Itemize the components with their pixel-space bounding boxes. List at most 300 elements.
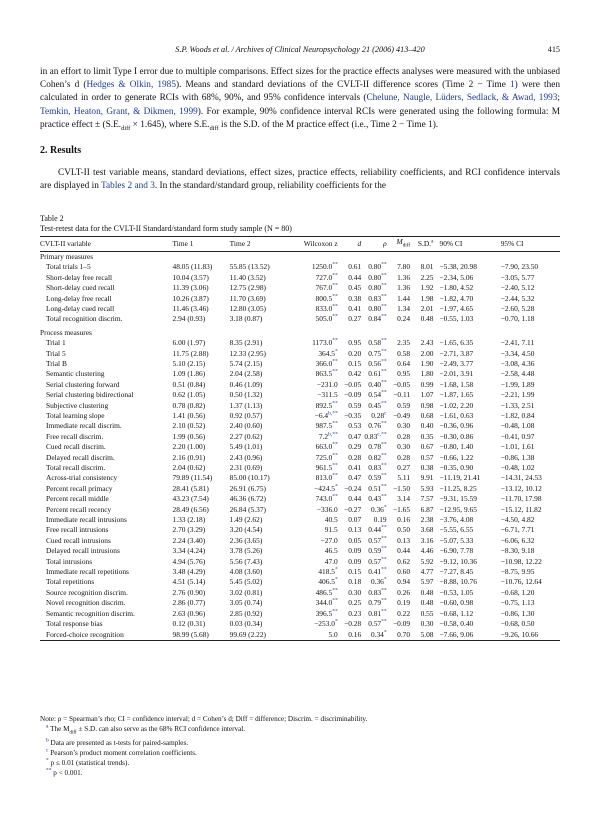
cell-value: 1.80 — [420, 369, 434, 379]
cell-ci95 — [497, 359, 560, 369]
cell-value: −424.5 — [314, 483, 335, 493]
cell-time2 — [230, 380, 287, 390]
cell-ci90 — [434, 577, 497, 587]
cell-time1 — [173, 359, 230, 369]
cell-rho — [361, 401, 386, 411]
table-row — [40, 349, 560, 359]
cell-wilcoxon — [287, 536, 338, 546]
cell-value: 0.22 — [397, 608, 411, 618]
cell-value: 0.41 — [348, 463, 362, 472]
cell-value: Semantic recognition discrim. — [46, 608, 135, 618]
cell-mdiff — [387, 349, 410, 359]
cell-ci90 — [434, 390, 497, 400]
cell-value: 48.05 (11.83) — [172, 262, 213, 272]
cell-variable — [40, 473, 173, 483]
cell-time2 — [230, 283, 287, 293]
cell-ci95 — [497, 546, 560, 556]
cell-value: 5.74 (2.15) — [229, 358, 263, 368]
cell-d — [338, 369, 361, 379]
cell-time2 — [230, 432, 287, 442]
significance-mark: ** — [332, 313, 338, 320]
cell-value: 0.80 — [368, 262, 382, 272]
cell-value: Percent recall recency — [46, 504, 112, 514]
cell-wilcoxon — [287, 338, 338, 348]
cell-time1 — [173, 630, 230, 641]
cell-value: Cued recall intrusions — [46, 535, 111, 545]
cell-ci95 — [497, 273, 560, 283]
citation-link[interactable]: 1 — [509, 80, 515, 91]
cell-ci95 — [497, 411, 560, 421]
cell-value: 1.98 — [420, 293, 434, 303]
cell-wilcoxon — [287, 484, 338, 494]
significance-mark: ** — [332, 272, 338, 279]
cell-value: 3.05 (0.74) — [229, 598, 263, 608]
cell-variable — [40, 359, 173, 369]
cell-sd — [410, 453, 433, 463]
cell-value: 5.92 — [420, 556, 434, 566]
cell-sd — [410, 401, 433, 411]
table-row — [40, 619, 560, 629]
cell-value: −12.95, 9.65 — [439, 504, 477, 514]
page-number: 415 — [547, 45, 560, 54]
cell-ci95 — [497, 619, 560, 629]
cell-value: −0.68, 0.50 — [500, 619, 535, 629]
cell-ci95 — [497, 463, 560, 473]
table-row — [40, 598, 560, 608]
cell-ci90 — [434, 567, 497, 577]
cell-value: 725.0 — [315, 452, 333, 462]
cell-ci95 — [497, 314, 560, 324]
cell-value: 0.53 — [348, 421, 362, 431]
cell-value: 0.57 — [368, 619, 382, 629]
cell-ci95 — [497, 505, 560, 515]
cell-mdiff — [387, 273, 410, 283]
cell-value: 7.80 — [397, 262, 411, 272]
note-b — [40, 738, 560, 748]
cell-value: 0.23 — [348, 608, 362, 618]
cell-time1 — [173, 463, 230, 473]
cell-sd — [410, 619, 433, 629]
cell-rho — [361, 609, 386, 619]
cell-wilcoxon — [287, 349, 338, 359]
cell-rho — [361, 349, 386, 359]
cell-rho — [361, 525, 386, 535]
cell-time2 — [230, 598, 287, 608]
cell-value: 46.5 — [324, 546, 338, 556]
significance-mark: ** — [381, 483, 387, 490]
table-row — [40, 283, 560, 293]
cell-value: 12.80 (3.05) — [229, 303, 266, 313]
significance-mark: ** — [381, 303, 387, 310]
cell-value: 5.11 — [397, 473, 411, 483]
cell-value: −3.05, 5.77 — [500, 272, 535, 282]
text-run: is the S.D. of the M practice effect (i.e., Time 2 − Time 1). — [218, 119, 439, 130]
cell-value: 6.87 — [420, 504, 434, 514]
cell-value: 4.08 (3.60) — [229, 567, 263, 577]
cell-value: 10.04 (3.57) — [172, 272, 209, 282]
cell-wilcoxon — [287, 619, 338, 629]
cell-value: 0.55 — [420, 608, 434, 618]
cell-wilcoxon — [287, 494, 338, 504]
cell-value: 1.90 — [420, 358, 434, 368]
cell-rho — [361, 421, 386, 431]
cell-variable — [40, 525, 173, 535]
cell-ci95 — [497, 421, 560, 431]
cell-value: Short-delay free recall — [46, 272, 113, 282]
cell-value: −0.53, 1.05 — [439, 587, 474, 597]
significance-mark: ** — [381, 272, 387, 279]
cell-value: 0.58 — [368, 338, 382, 348]
cell-mdiff — [387, 390, 410, 400]
cell-value: −0.36, 0.96 — [439, 421, 474, 431]
cell-ci95 — [497, 442, 560, 452]
cell-value: −2.58, 4.48 — [500, 369, 535, 379]
header-time2: Time 2 — [229, 238, 251, 248]
cell-sd — [410, 390, 433, 400]
significance-mark: * — [334, 348, 338, 355]
cell-wilcoxon — [287, 380, 338, 390]
cell-value: 1.99 (0.56) — [172, 431, 206, 441]
cell-variable — [40, 262, 173, 272]
cell-value: Trial 1 — [46, 338, 66, 348]
cell-value: −2.49, 3.77 — [439, 358, 474, 368]
cell-time1 — [173, 473, 230, 483]
cell-value: 727.0 — [315, 272, 333, 282]
cell-value: 0.59 — [397, 400, 411, 410]
cell-rho — [361, 494, 386, 504]
cell-value: 505.0 — [315, 314, 333, 324]
cell-value: 0.94 — [397, 577, 411, 587]
significance-mark: ** — [332, 452, 338, 459]
cell-value: 0.83 — [368, 587, 382, 597]
cell-value: Serial clustering forward — [46, 379, 120, 389]
cell-value: 0.46 (1.09) — [229, 379, 263, 389]
cell-value: Semantic clustering — [46, 369, 105, 379]
cell-value: −0.41, 0.97 — [500, 431, 535, 441]
cell-rho — [361, 432, 386, 442]
cell-value: 0.95 — [397, 369, 411, 379]
cell-value: 364.5 — [318, 348, 335, 358]
cell-value: 0.45 — [368, 400, 382, 410]
cell-d — [338, 453, 361, 463]
cell-value: Novel recognition discrim. — [46, 598, 126, 608]
cell-rho — [361, 453, 386, 463]
cell-variable — [40, 588, 173, 598]
cell-ci95 — [497, 380, 560, 390]
cell-value: 0.59 — [348, 400, 362, 410]
cell-value: 0.48 — [420, 587, 434, 597]
cell-variable — [40, 536, 173, 546]
cell-value: Trial B — [46, 358, 67, 368]
cell-d — [338, 588, 361, 598]
cell-mdiff — [387, 463, 410, 473]
cell-d — [338, 262, 361, 272]
cell-d — [338, 557, 361, 567]
cell-variable — [40, 630, 173, 641]
cell-value: 961.5 — [315, 463, 333, 472]
cell-ci90 — [434, 484, 497, 494]
cell-time1 — [173, 546, 230, 556]
significance-mark: * — [334, 566, 338, 573]
significance-mark: * — [383, 629, 387, 636]
cell-value: 0.58 — [397, 348, 411, 358]
cell-value: −0.05 — [344, 379, 362, 389]
significance-mark: ** — [332, 293, 338, 300]
header-time1: Time 1 — [172, 238, 194, 248]
cell-ci95 — [497, 262, 560, 272]
citation-link[interactable]: Chelune, Naugle, Lüders, Sedlack, & Awad, 1993 — [366, 93, 558, 104]
cell-value: 1.37 (1.13) — [229, 400, 263, 410]
cell-time2 — [230, 494, 287, 504]
cell-time1 — [173, 411, 230, 421]
cell-rho — [361, 557, 386, 567]
cell-sd — [410, 273, 433, 283]
cell-mdiff — [387, 525, 410, 535]
cell-sd — [410, 442, 433, 452]
cell-mdiff — [387, 505, 410, 515]
cell-d — [338, 390, 361, 400]
cell-value: 47.0 — [324, 556, 338, 566]
cell-time1 — [173, 380, 230, 390]
cell-variable — [40, 401, 173, 411]
cell-value: 0.27 — [348, 314, 362, 324]
cell-mdiff — [387, 546, 410, 556]
cell-sd — [410, 380, 433, 390]
table-row — [40, 505, 560, 515]
cell-mdiff — [387, 262, 410, 272]
cell-value: 0.59 — [368, 546, 382, 556]
citation-link[interactable]: Temkin, Heaton, Grant, & Dikmen, 1999 — [40, 106, 198, 117]
cell-value: Percent recall primacy — [46, 483, 113, 493]
cell-value: 4.77 — [420, 567, 434, 577]
cell-variable — [40, 567, 173, 577]
header-mdiff-m: M — [396, 237, 403, 246]
table-row — [40, 494, 560, 504]
cell-ci95 — [497, 567, 560, 577]
cell-value: 0.25 — [348, 598, 362, 608]
cell-value: 0.81 — [368, 608, 382, 618]
cell-value: −6.4 — [314, 410, 329, 420]
cell-time1 — [173, 338, 230, 348]
cell-value: Free recall discrim. — [46, 431, 104, 441]
cell-ci90 — [434, 411, 497, 421]
cell-wilcoxon — [287, 598, 338, 608]
cell-value: 1.44 — [397, 293, 411, 303]
table-link[interactable]: Tables 2 and 3 — [101, 181, 155, 192]
significance-mark: b,** — [328, 431, 338, 438]
table-row — [40, 442, 560, 452]
cell-rho — [361, 577, 386, 587]
cell-value: 0.30 — [397, 421, 411, 431]
cell-time1 — [173, 273, 230, 283]
cell-value: 1.92 — [420, 283, 434, 293]
cell-value: 0.38 — [420, 463, 434, 472]
cell-d — [338, 505, 361, 515]
cell-value: −1.82, 4.70 — [439, 293, 474, 303]
cell-value: −11.70, 17.98 — [500, 494, 542, 504]
cell-value: 0.28 — [397, 431, 411, 441]
text-run: . In the standard/standard group, reliability coefficients for the — [154, 181, 386, 192]
cell-value: −6.71, 7.71 — [500, 525, 535, 535]
table-row — [40, 515, 560, 525]
cell-ci95 — [497, 494, 560, 504]
cell-d — [338, 421, 361, 431]
cell-time1 — [173, 314, 230, 324]
cell-rho — [361, 273, 386, 283]
cell-ci90 — [434, 588, 497, 598]
cell-time1 — [173, 432, 230, 442]
cell-value: Delayed recall discrim. — [46, 452, 115, 462]
table-row — [40, 411, 560, 421]
cell-time2 — [230, 609, 287, 619]
significance-mark: ** — [332, 261, 338, 268]
cell-time2 — [230, 401, 287, 411]
cell-value: 0.50 (1.32) — [229, 390, 263, 400]
cell-value: 5.56 (7.43) — [229, 556, 263, 566]
cell-value: 0.44 — [348, 494, 362, 504]
cell-ci95 — [497, 453, 560, 463]
cell-value: 0.84 — [368, 314, 382, 324]
note-star2 — [40, 768, 560, 778]
cell-value: 3.02 (0.81) — [229, 587, 263, 597]
cell-rho — [361, 630, 386, 641]
cell-variable — [40, 619, 173, 629]
cell-sd — [410, 567, 433, 577]
cell-variable — [40, 273, 173, 283]
cell-value: 0.57 — [368, 556, 382, 566]
cell-value: 0.47 — [348, 431, 362, 441]
cell-value: 2.31 (0.69) — [229, 463, 263, 472]
cell-value: −0.60, 0.98 — [439, 598, 474, 608]
cell-value: 0.09 — [348, 546, 362, 556]
cell-value: −0.49 — [392, 410, 411, 420]
cell-value: 0.13 — [348, 525, 362, 535]
cell-time1 — [173, 494, 230, 504]
significance-mark: c — [384, 410, 387, 417]
citation-link[interactable]: Hedges & Olkin, 1985 — [86, 80, 176, 91]
cell-value: −0.11 — [393, 390, 411, 400]
cell-value: 0.99 — [420, 379, 434, 389]
cell-value: 892.5 — [315, 400, 333, 410]
cell-value: 0.36 — [370, 577, 384, 587]
cell-time2 — [230, 294, 287, 304]
cell-value: 0.45 — [348, 283, 362, 293]
cell-value: 3.78 (5.26) — [229, 546, 263, 556]
cell-value: 767.0 — [315, 283, 333, 293]
cell-value: −0.68, 1.20 — [500, 587, 535, 597]
cell-value: −1.33, 2.51 — [500, 400, 535, 410]
cell-value: −27.0 — [320, 535, 338, 545]
cell-value: 0.54 — [368, 390, 382, 400]
cell-variable — [40, 546, 173, 556]
cell-mdiff — [387, 380, 410, 390]
significance-mark: ** — [381, 400, 387, 407]
cell-time2 — [230, 630, 287, 641]
cell-wilcoxon — [287, 609, 338, 619]
cell-d — [338, 567, 361, 577]
cell-rho — [361, 463, 386, 473]
cell-ci90 — [434, 619, 497, 629]
significance-mark: ** — [381, 535, 387, 542]
test-retest-table — [40, 236, 560, 641]
cell-value: 46.36 (6.72) — [229, 494, 266, 504]
cell-time1 — [173, 304, 230, 314]
text-run: ). For example, 90% confidence interval RCIs were generated using the following formula: M practice effect ± (S.E. — [40, 106, 561, 130]
cell-value: 0.51 — [368, 483, 382, 493]
cell-sd — [410, 359, 433, 369]
significance-mark: ** — [381, 368, 387, 375]
cell-time1 — [173, 401, 230, 411]
significance-mark: ** — [381, 452, 387, 459]
cell-wilcoxon — [287, 557, 338, 567]
cell-ci90 — [434, 463, 497, 473]
significance-mark: ** — [381, 472, 387, 479]
cell-value: 1.34 — [397, 303, 411, 313]
cell-time1 — [173, 536, 230, 546]
cell-value: 0.78 — [368, 442, 382, 452]
cell-value: 55.85 (13.52) — [229, 262, 270, 272]
cell-mdiff — [387, 338, 410, 348]
table-header-row — [40, 237, 560, 252]
cell-time1 — [173, 588, 230, 598]
cell-ci90 — [434, 515, 497, 525]
cell-mdiff — [387, 421, 410, 431]
footnote-mark: c — [46, 748, 49, 755]
cell-value: −0.05 — [392, 379, 411, 389]
cell-value: 2.25 — [420, 272, 434, 282]
table-caption — [40, 214, 292, 234]
group-label: Primary measures — [40, 251, 94, 261]
cell-value: 1.36 — [397, 272, 411, 282]
significance-mark: ** — [332, 400, 338, 407]
cell-value: Trial 5 — [46, 348, 66, 358]
cell-value: −1.80, 4.52 — [439, 283, 474, 293]
cell-value: 2.10 (0.52) — [172, 421, 206, 431]
header-mdiff-sub: diff — [402, 242, 411, 249]
cell-rho — [361, 304, 386, 314]
cell-ci90 — [434, 557, 497, 567]
table-row — [40, 577, 560, 587]
cell-wilcoxon — [287, 369, 338, 379]
cell-ci90 — [434, 473, 497, 483]
cell-rho — [361, 588, 386, 598]
table-row — [40, 525, 560, 535]
cell-value: −0.09 — [344, 390, 362, 400]
group-row-primary — [40, 251, 560, 262]
cell-ci95 — [497, 577, 560, 587]
significance-mark: ** — [381, 389, 387, 396]
cell-value: 0.76 — [368, 421, 382, 431]
cell-value: 2.20 (1.00) — [172, 442, 206, 452]
cell-time1 — [173, 453, 230, 463]
cell-value: −1.97, 4.65 — [439, 303, 474, 313]
cell-variable — [40, 494, 173, 504]
cell-value: −336.0 — [316, 504, 338, 514]
cell-time2 — [230, 484, 287, 494]
cell-value: 0.48 — [420, 598, 434, 608]
significance-mark: ** — [332, 337, 338, 344]
cell-value: 11.40 (3.52) — [229, 272, 266, 282]
cell-value: 0.61 — [368, 369, 382, 379]
cell-time2 — [230, 369, 287, 379]
cell-value: 85.00 (10.17) — [229, 473, 270, 483]
cell-value: 1.41 (0.56) — [172, 410, 206, 420]
cell-time2 — [230, 273, 287, 283]
cell-variable — [40, 515, 173, 525]
cell-d — [338, 609, 361, 619]
cell-value: 7.2 — [318, 431, 329, 441]
cell-rho — [361, 390, 386, 400]
